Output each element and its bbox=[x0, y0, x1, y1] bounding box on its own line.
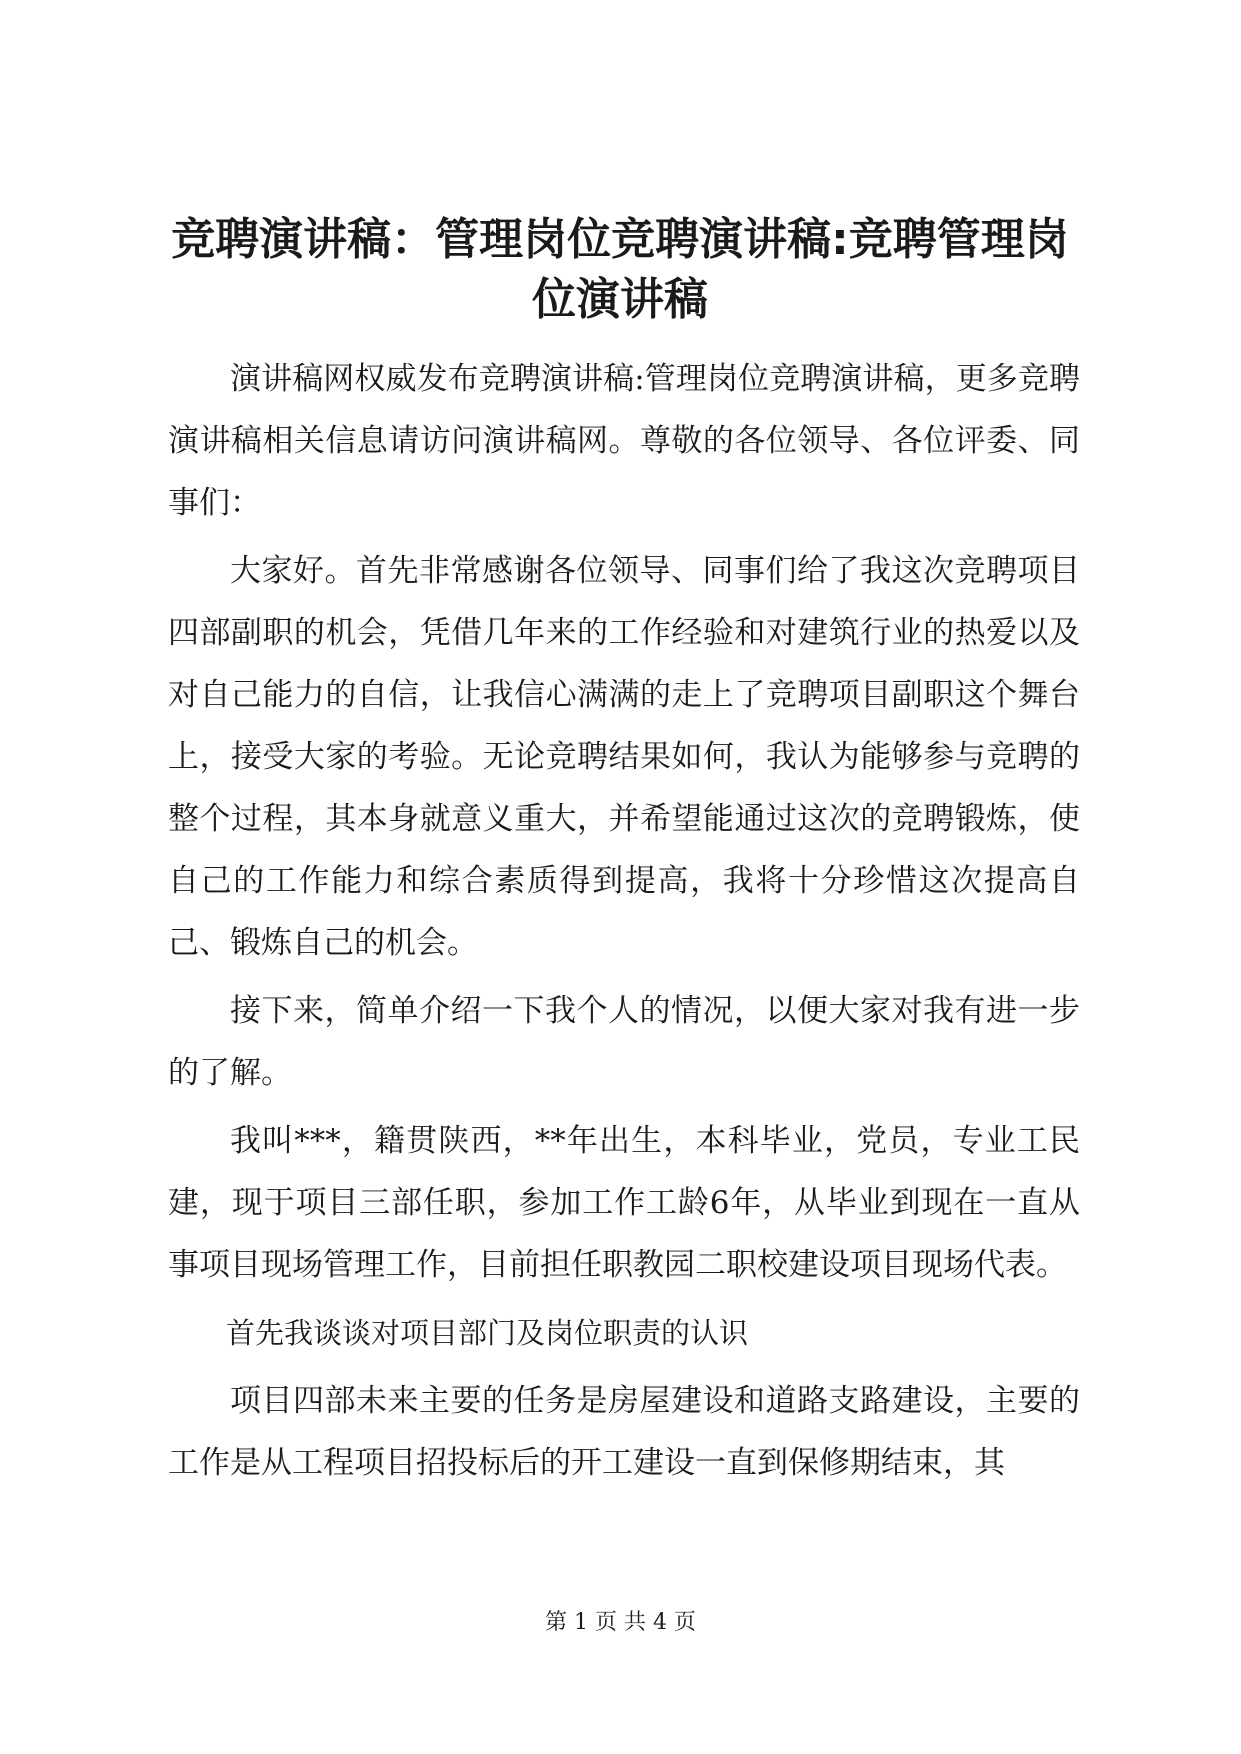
paragraph-transition: 接下来，简单介绍一下我个人的情况，以便大家对我有进一步的了解。 bbox=[168, 993, 1080, 1091]
document-title: 竞聘演讲稿：管理岗位竞聘演讲稿:竞聘管理岗位演讲稿 bbox=[171, 214, 1069, 325]
page-footer: 第 1 页 共 4 页 bbox=[545, 1610, 696, 1635]
paragraph-intro: 演讲稿网权威发布竞聘演讲稿:管理岗位竞聘演讲稿，更多竞聘演讲稿相关信息请访问演讲稿网。尊敬的各位领导、各位评委、同事们： bbox=[168, 361, 1080, 521]
paragraph-section-heading: 首先我谈谈对项目部门及岗位职责的认识 bbox=[226, 1316, 749, 1350]
paragraph-department-tasks: 项目四部未来主要的任务是房屋建设和道路支路建设，主要的工作是从工程项目招投标后的开工建设一直到保修期结束，其 bbox=[168, 1383, 1080, 1481]
paragraph-greeting: 大家好。首先非常感谢各位领导、同事们给了我这次竞聘项目四部副职的机会，凭借几年来的工作经验和对建筑行业的热爱以及对自己能力的自信，让我信心满满的走上了竞聘项目副职这个舞台上，接受大家的考验。无论竞聘结果如何，我认为能够参与竞聘的整个过程，其本身就意义重大，并希望能通过这次的竞聘锻炼，使自己的工作能力和综合素质得到提高，我将十分珍惜这次提高自己、锻炼自己的机会。 bbox=[168, 553, 1080, 961]
document-body bbox=[168, 348, 1080, 1500]
paragraph-self-introduction: 我叫***，籍贯陕西，**年出生，本科毕业，党员，专业工民建，现于项目三部任职，参加工作工龄6年，从毕业到现在一直从事项目现场管理工作，目前担任职教园二职校建设项目现场代表。 bbox=[168, 1123, 1080, 1283]
